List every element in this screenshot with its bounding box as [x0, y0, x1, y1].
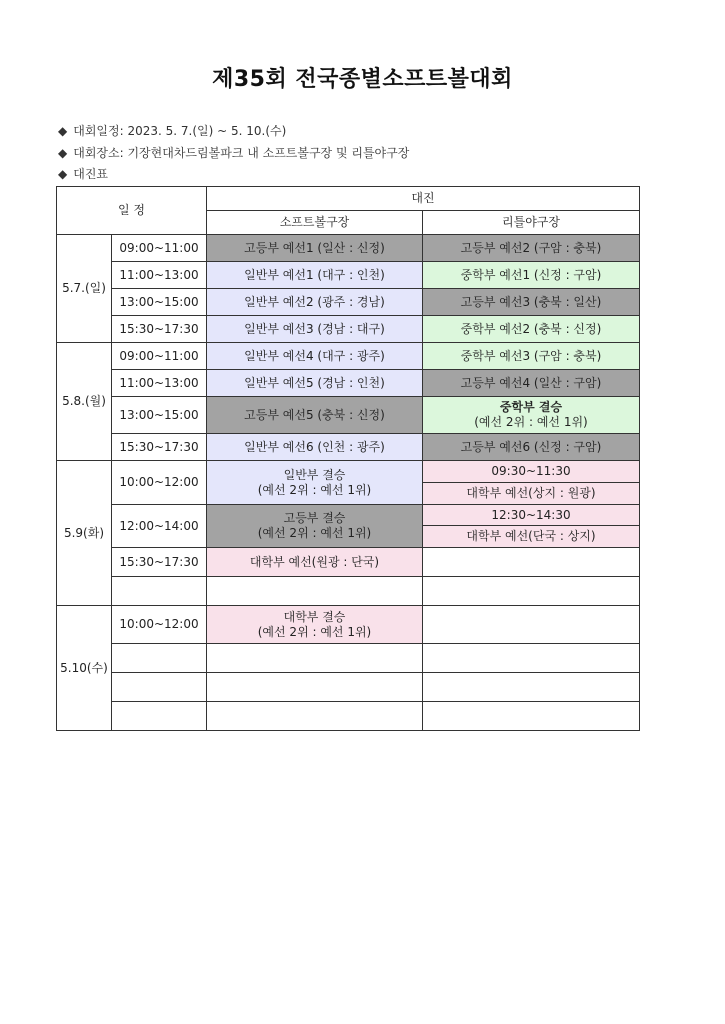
softball-final-match [207, 461, 423, 505]
softball-match: 일반부 예선4 (대구 : 광주) [207, 343, 423, 370]
little-match: 고등부 예선4 (일산 : 구암) [423, 370, 640, 397]
info-schedule [58, 122, 286, 139]
empty-cell [112, 673, 207, 702]
softball-match: 대학부 예선(원광 : 단국) [207, 548, 423, 577]
time-cell: 10:00~12:00 [112, 461, 207, 505]
schedule-table [56, 186, 640, 731]
softball-match: 고등부 예선1 (일산 : 신정) [207, 235, 423, 262]
little-match: 중학부 예선1 (신정 : 구암) [423, 262, 640, 289]
little-time-cell: 09:30~11:30 [423, 461, 640, 483]
table-row [57, 577, 640, 606]
header-row [57, 187, 640, 211]
time-cell: 15:30~17:30 [112, 548, 207, 577]
little-time-cell: 12:30~14:30 [423, 505, 640, 526]
empty-cell [112, 702, 207, 731]
empty-cell [423, 673, 640, 702]
time-cell: 13:00~15:00 [112, 289, 207, 316]
softball-match: 일반부 예선1 (대구 : 인천) [207, 262, 423, 289]
match-detail: (예선 2위 : 예선 1위) [257, 526, 372, 540]
table-row [57, 370, 640, 397]
header-matches: 대진 [207, 187, 640, 211]
date-cell: 5.8.(월) [57, 343, 112, 461]
schedule-text: 대회일정: 2023. 5. 7.(일) ~ 5. 10.(수) [73, 124, 287, 138]
match-title: 일반부 결승 [283, 467, 346, 482]
date-cell: 5.9(화) [57, 461, 112, 606]
time-cell: 10:00~12:00 [112, 606, 207, 644]
table-row [57, 235, 640, 262]
match-title: 중학부 결승 [499, 400, 563, 414]
empty-cell [423, 606, 640, 644]
date-cell: 5.10(수) [57, 606, 112, 731]
time-cell: 15:30~17:30 [112, 434, 207, 461]
empty-cell [112, 644, 207, 673]
diamond-bullet-icon: ◆ [58, 124, 68, 138]
little-match: 대학부 예선(단국 : 상지) [423, 526, 640, 548]
page-title: 제35회 전국종별소프트볼대회 [212, 67, 513, 92]
time-cell: 11:00~13:00 [112, 262, 207, 289]
empty-cell [207, 702, 423, 731]
diamond-bullet-icon: ◆ [58, 167, 68, 181]
table-row [57, 606, 640, 644]
match-title: 대학부 결승 [283, 609, 346, 624]
little-match: 고등부 예선6 (신정 : 구암) [423, 434, 640, 461]
date-cell: 5.7.(일) [57, 235, 112, 343]
empty-cell [423, 548, 640, 577]
table-row [57, 289, 640, 316]
little-final-match [423, 397, 640, 434]
softball-final-match [207, 606, 423, 644]
venue-text: 대회장소: 기장현대차드림볼파크 내 소프트볼구장 및 리틀야구장 [73, 146, 410, 160]
table-row [57, 316, 640, 343]
empty-cell [112, 577, 207, 606]
empty-cell [423, 702, 640, 731]
little-match: 고등부 예선3 (충북 : 일산) [423, 289, 640, 316]
empty-cell [423, 577, 640, 606]
table-row [57, 505, 640, 526]
little-match: 고등부 예선2 (구암 : 충북) [423, 235, 640, 262]
little-match: 대학부 예선(상지 : 원광) [423, 483, 640, 505]
softball-match: 일반부 예선2 (광주 : 경남) [207, 289, 423, 316]
softball-final-match [207, 505, 423, 548]
softball-match: 일반부 예선6 (인천 : 광주) [207, 434, 423, 461]
softball-match: 고등부 예선5 (충북 : 신정) [207, 397, 423, 434]
match-title: 고등부 결승 [283, 511, 346, 525]
time-cell: 11:00~13:00 [112, 370, 207, 397]
empty-cell [207, 577, 423, 606]
diamond-bullet-icon: ◆ [58, 146, 68, 160]
match-detail: (예선 2위 : 예선 1위) [257, 624, 372, 639]
time-cell: 12:00~14:00 [112, 505, 207, 548]
table-row [57, 548, 640, 577]
table-row [57, 434, 640, 461]
little-match: 중학부 예선3 (구암 : 충북) [423, 343, 640, 370]
empty-cell [207, 673, 423, 702]
empty-cell [423, 644, 640, 673]
time-cell: 13:00~15:00 [112, 397, 207, 434]
info-venue [58, 144, 409, 161]
table-row [57, 644, 640, 673]
header-softball-field: 소프트볼구장 [207, 211, 423, 235]
match-detail: (예선 2위 : 예선 1위) [257, 482, 372, 497]
empty-cell [207, 644, 423, 673]
header-schedule: 일 정 [57, 187, 207, 235]
time-cell: 15:30~17:30 [112, 316, 207, 343]
bracket-text: 대진표 [73, 167, 109, 181]
table-row [57, 461, 640, 483]
table-row [57, 397, 640, 434]
softball-match: 일반부 예선3 (경남 : 대구) [207, 316, 423, 343]
table-row [57, 673, 640, 702]
softball-match: 일반부 예선5 (경남 : 인천) [207, 370, 423, 397]
time-cell: 09:00~11:00 [112, 235, 207, 262]
match-detail: (예선 2위 : 예선 1위) [474, 415, 588, 429]
table-row [57, 702, 640, 731]
table-row [57, 343, 640, 370]
info-bracket [58, 165, 108, 182]
table-row [57, 262, 640, 289]
little-match: 중학부 예선2 (충북 : 신정) [423, 316, 640, 343]
time-cell: 09:00~11:00 [112, 343, 207, 370]
header-little-league-field: 리틀야구장 [423, 211, 640, 235]
